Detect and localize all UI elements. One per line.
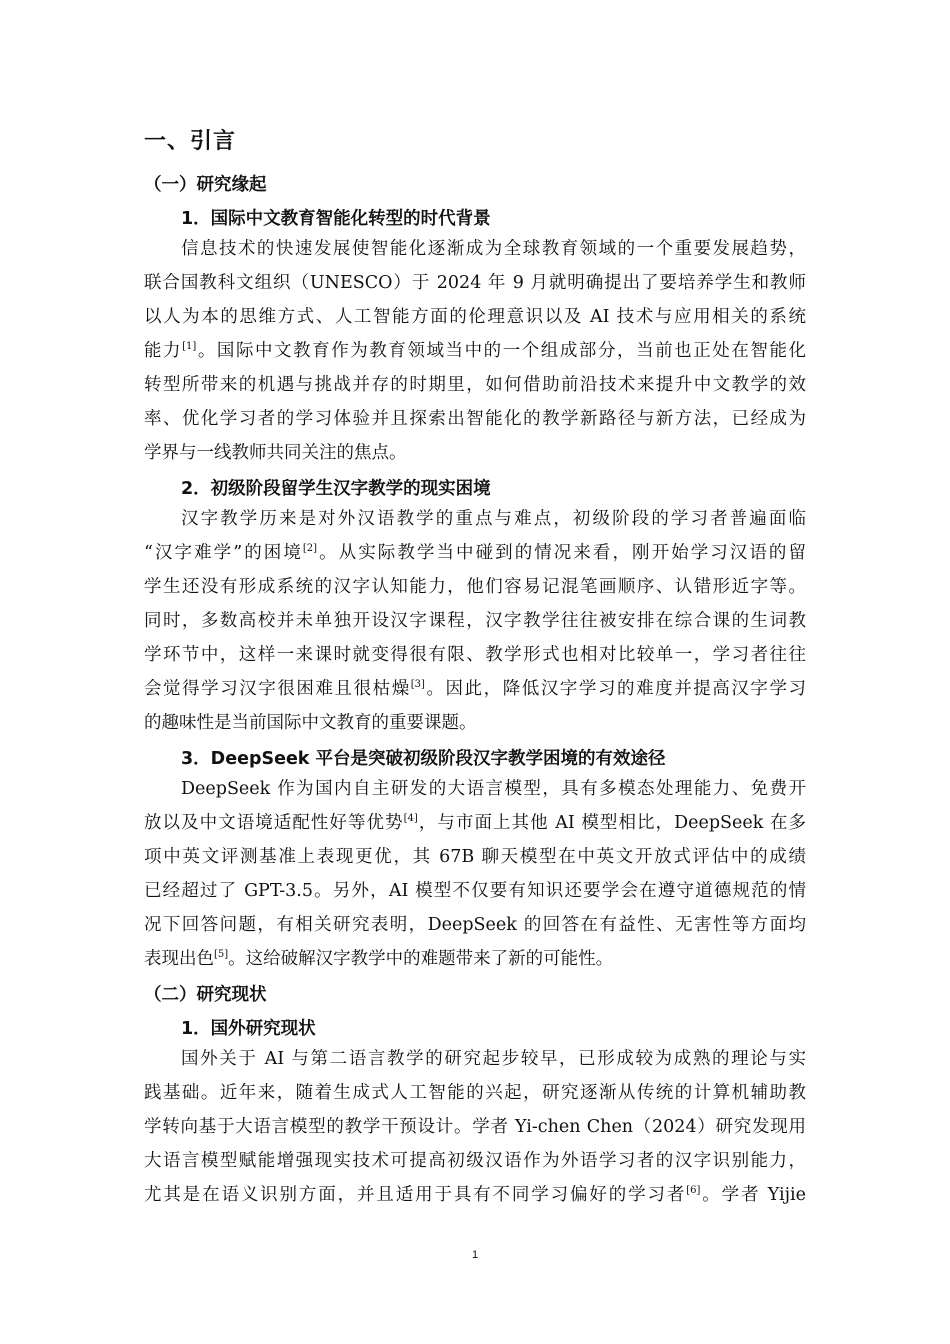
paragraph-line: 转型所带来的机遇与挑战并存的时期里，如何借助前沿技术来提升中文教学的效 [144,375,806,395]
heading-introduction: 一、引言 [144,129,237,154]
paragraph-line: 大语言模型赋能增强现实技术可提高初级汉语作为外语学习者的汉字识别能力， [144,1151,806,1171]
text-run: 。从实际教学当中碰到的情况来看，刚开始学习汉语的留 [317,543,806,563]
paragraph-line [144,340,806,362]
citation-ref: [5] [214,949,229,960]
heading-research-origin: （一）研究缘起 [144,175,267,195]
text-run: 表现出色 [144,949,214,969]
paragraph-line [144,678,806,700]
paragraph-line [144,1184,806,1206]
page-number: 1 [471,1249,479,1261]
text-run: ，与市面上其他 AI 模型相比，DeepSeek 在多 [417,813,806,833]
paragraph-line: 已经超过了 GPT-3.5。另外，AI 模型不仅要有知识还要学会在遵守道德规范的情 [144,881,806,901]
paragraph-line: 况下回答问题，有相关研究表明，DeepSeek 的回答在有益性、无害性等方面均 [144,915,806,935]
paragraph-line: 的趣味性是当前国际中文教育的重要课题。 [144,713,477,733]
paragraph-line: DeepSeek 作为国内自主研发的大语言模型，具有多模态处理能力、免费开 [181,779,806,799]
citation-ref: [4] [403,813,418,824]
paragraph-line: 学生还没有形成系统的汉字认知能力，他们容易记混笔画顺序、认错形近字等。 [144,577,806,597]
paragraph-line: 率、优化学习者的学习体验并且探索出智能化的教学新路径与新方法，已经成为 [144,409,806,429]
text-run: 。因此，降低汉字学习的难度并提高汉字学习 [424,679,807,699]
citation-ref: [3] [410,679,425,690]
heading-research-status: （二）研究现状 [144,985,267,1005]
paragraph-line: 国外关于 AI 与第二语言教学的研究起步较早，已形成较为成熟的理论与实 [181,1049,806,1069]
paragraph-line: 践基础。近年来，随着生成式人工智能的兴起，研究逐渐从传统的计算机辅助教 [144,1083,806,1103]
heading-foreign-research: 1．国外研究现状 [181,1019,316,1039]
text-run: 能力 [144,341,183,361]
paragraph-line: 学转向基于大语言模型的教学干预设计。学者 Yi-chen Chen（2024）研究发现用 [144,1117,806,1137]
paragraph-line [144,812,806,834]
paragraph-line: 同时，多数高校并未单独开设汉字课程，汉字教学往往被安排在综合课的生词教 [144,611,806,631]
paragraph-line: 学界与一线教师共同关注的焦点。 [144,443,407,463]
citation-ref: [2] [302,543,318,554]
text-run: 尤其是在语义识别方面，并且适用于具有不同学习偏好的学习者 [144,1185,687,1205]
text-run: 。国际中文教育作为教育领域当中的一个组成部分，当前也正处在智能化 [196,341,806,361]
text-run: 放以及中文语境适配性好等优势 [144,813,404,833]
paragraph-line: 以人为本的思维方式、人工智能方面的伦理意识以及 AI 技术与应用相关的系统 [144,307,806,327]
citation-ref: [6] [686,1185,701,1196]
heading-deepseek: 3．DeepSeek 平台是突破初级阶段汉字教学困境的有效途径 [181,749,666,769]
heading-background: 1．国际中文教育智能化转型的时代背景 [181,209,491,229]
text-run: 会觉得学习汉字很困难且很枯燥 [144,679,411,699]
text-run: 。这给破解汉字教学中的难题带来了新的可能性。 [228,949,614,969]
paragraph-line [144,542,806,564]
paragraph-line: 汉字教学历来是对外汉语教学的重点与难点，初级阶段的学习者普遍面临 [181,509,806,529]
paragraph-line [144,948,806,970]
text-run: “汉字难学”的困境 [144,543,303,563]
paragraph-line: 项中英文评测基准上表现更优，其 67B 聊天模型在中英文开放式评估中的成绩 [144,847,806,867]
paragraph-line: 信息技术的快速发展使智能化逐渐成为全球教育领域的一个重要发展趋势， [181,239,806,259]
text-run: 。学者 Yijie [700,1185,806,1205]
paragraph-line: 学环节中，这样一来课时就变得很有限、教学形式也相对比较单一，学习者往往 [144,645,806,665]
heading-difficulty: 2．初级阶段留学生汉字教学的现实困境 [181,479,491,499]
paragraph-line: 联合国教科文组织（UNESCO）于 2024 年 9 月就明确提出了要培养学生和教师 [144,273,806,293]
citation-ref: [1] [182,341,197,352]
